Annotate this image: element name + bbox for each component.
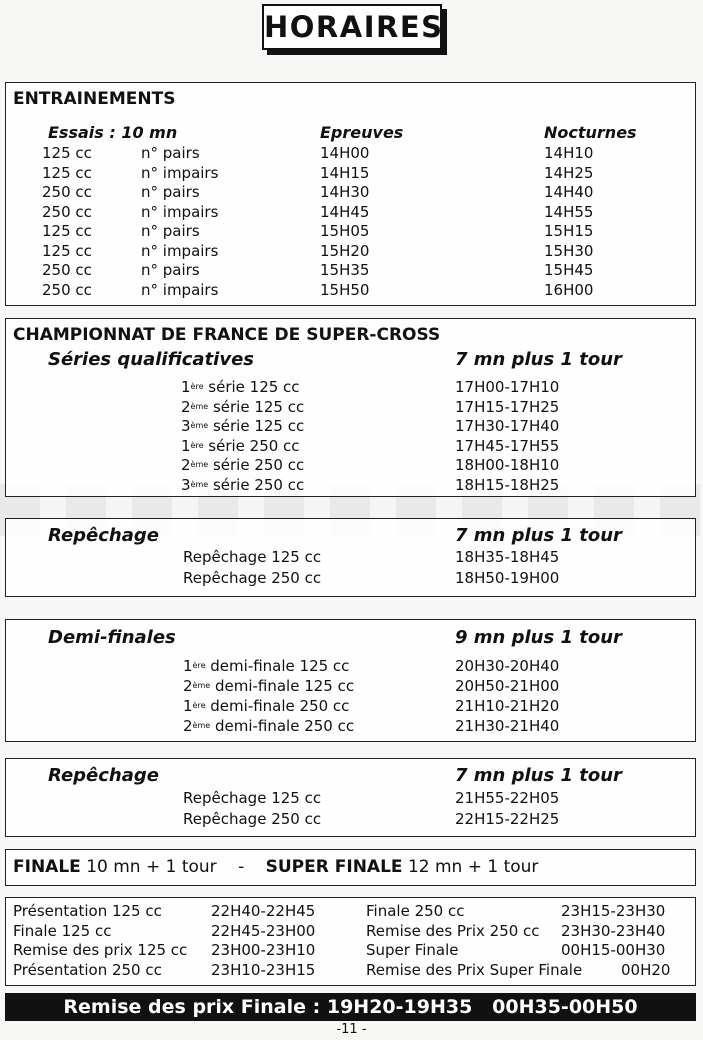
epreuves-time: 15H20 <box>320 241 370 260</box>
nocturnes-time: 14H10 <box>544 144 594 162</box>
prize-banner-text: Remise des prix Finale : 19H20-19H35 00H35-00H50 <box>63 996 638 1018</box>
epreuves-time: 15H35 <box>320 261 370 279</box>
finale-duration: 10 mn + 1 tour <box>86 857 217 877</box>
repechage-heading-2: Repêchage <box>48 765 159 786</box>
super-finale-duration: 12 mn + 1 tour <box>407 857 539 877</box>
entrainements-heading: ENTRAINEMENTS <box>13 89 176 109</box>
repechage-duration-2: 7 mn plus 1 tour <box>455 765 622 786</box>
group-cell: n° pairs <box>141 183 200 201</box>
time-cell: 18H00-18H10 <box>455 456 560 474</box>
row-label: 3ème série 125 cc <box>181 417 305 435</box>
page-title: HORAIRES <box>264 10 444 44</box>
nocturnes-time: 16H00 <box>544 280 594 299</box>
epreuves-time: 15H05 <box>320 222 370 240</box>
nocturnes-time: 14H25 <box>544 163 594 182</box>
time-cell: 18H35-18H45 <box>455 548 560 566</box>
row-label: Repêchage 250 cc <box>183 810 322 828</box>
row-label: Repêchage 250 cc <box>183 569 322 587</box>
series-heading: Séries qualificatives <box>48 349 255 370</box>
finale-right-time: 00H15-00H30 <box>561 941 666 959</box>
finale-right-label: Super Finale <box>366 941 459 959</box>
finale-left-time: 23H10-23H15 <box>211 960 316 979</box>
time-cell: 18H50-19H00 <box>455 569 560 587</box>
series-duration: 7 mn plus 1 tour <box>455 349 622 370</box>
time-cell: 17H15-17H25 <box>455 397 560 416</box>
finale-left-label: Remise des prix 125 cc <box>13 941 188 959</box>
time-cell: 17H45-17H55 <box>455 436 560 455</box>
time-cell: 21H10-21H20 <box>455 697 560 715</box>
row-label: 1ère série 250 cc <box>181 436 300 455</box>
demi-finales-duration: 9 mn plus 1 tour <box>455 627 622 648</box>
row-label: Repêchage 125 cc <box>183 789 322 807</box>
demi-finales-heading: Demi-finales <box>48 627 176 648</box>
repechage-section-2 <box>5 758 696 837</box>
row-label: 1ère demi-finale 250 cc <box>183 697 350 715</box>
finale-left-label: Finale 125 cc <box>13 921 112 940</box>
entrainements-section <box>5 82 696 306</box>
time-cell: 20H30-20H40 <box>455 657 560 675</box>
time-cell: 20H50-21H00 <box>455 677 560 695</box>
row-label: 3ème série 250 cc <box>181 475 305 494</box>
group-cell: n° pairs <box>141 261 200 279</box>
cc-cell: 125 cc <box>42 163 92 182</box>
time-cell: 18H15-18H25 <box>455 475 560 494</box>
row-label: Repêchage 125 cc <box>183 548 322 566</box>
row-label: 1ère demi-finale 125 cc <box>183 657 350 675</box>
finale-right-label: Remise des Prix 250 cc <box>366 921 540 940</box>
finale-label: FINALE <box>13 857 81 877</box>
epreuves-column-header: Epreuves <box>320 123 404 142</box>
finale-right-time: 23H30-23H40 <box>561 921 666 940</box>
epreuves-time: 14H45 <box>320 202 370 221</box>
row-label: 2ème demi-finale 250 cc <box>183 717 355 735</box>
epreuves-time: 15H50 <box>320 280 370 299</box>
row-label: 1ère série 125 cc <box>181 378 300 396</box>
repechage-duration-1: 7 mn plus 1 tour <box>455 525 622 546</box>
epreuves-time: 14H15 <box>320 163 370 182</box>
page-title-box <box>262 4 442 50</box>
cc-cell: 250 cc <box>42 280 92 299</box>
finale-left-time: 22H40-22H45 <box>211 902 316 920</box>
championnat-heading: CHAMPIONNAT DE FRANCE DE SUPER-CROSS <box>13 325 441 345</box>
finale-bar <box>5 849 696 886</box>
finale-bar-text <box>13 857 538 877</box>
row-label: 2ème demi-finale 125 cc <box>183 677 355 695</box>
time-cell: 17H00-17H10 <box>455 378 560 396</box>
championnat-section <box>5 318 696 497</box>
group-cell: n° pairs <box>141 222 200 240</box>
cc-cell: 250 cc <box>42 261 92 279</box>
demi-finales-section <box>5 619 696 742</box>
cc-cell: 125 cc <box>42 222 92 240</box>
row-label: 2ème série 250 cc <box>181 456 305 474</box>
group-cell: n° impairs <box>141 163 219 182</box>
nocturnes-column-header: Nocturnes <box>544 123 637 142</box>
finale-left-time: 22H45-23H00 <box>211 921 316 940</box>
nocturnes-time: 15H45 <box>544 261 594 279</box>
finale-right-time: 23H15-23H30 <box>561 902 666 920</box>
finale-right-label: Remise des Prix Super Finale <box>366 960 583 979</box>
row-label: 2ème série 125 cc <box>181 397 305 416</box>
group-cell: n° impairs <box>141 241 219 260</box>
time-cell: 21H55-22H05 <box>455 789 560 807</box>
cc-cell: 125 cc <box>42 144 92 162</box>
essais-column-header: Essais : 10 mn <box>48 123 178 142</box>
finale-separator: - <box>238 857 245 877</box>
time-cell: 22H15-22H25 <box>455 810 560 828</box>
finale-right-label: Finale 250 cc <box>366 902 465 920</box>
cc-cell: 250 cc <box>42 183 92 201</box>
finale-left-time: 23H00-23H10 <box>211 941 316 959</box>
group-cell: n° impairs <box>141 202 219 221</box>
epreuves-time: 14H00 <box>320 144 370 162</box>
prize-banner <box>5 993 696 1021</box>
finale-left-label: Présentation 125 cc <box>13 902 162 920</box>
finale-left-label: Présentation 250 cc <box>13 960 162 979</box>
super-finale-label: SUPER FINALE <box>265 857 403 877</box>
epreuves-time: 14H30 <box>320 183 370 201</box>
nocturnes-time: 14H55 <box>544 202 594 221</box>
finale-schedule-table <box>5 897 696 986</box>
time-cell: 21H30-21H40 <box>455 717 560 735</box>
page-number: -11 - <box>336 1022 367 1037</box>
finale-right-time: 00H20 <box>621 960 671 979</box>
group-cell: n° impairs <box>141 280 219 299</box>
time-cell: 17H30-17H40 <box>455 417 560 435</box>
cc-cell: 250 cc <box>42 202 92 221</box>
repechage-section-1 <box>5 518 696 597</box>
cc-cell: 125 cc <box>42 241 92 260</box>
nocturnes-time: 14H40 <box>544 183 594 201</box>
group-cell: n° pairs <box>141 144 200 162</box>
nocturnes-time: 15H15 <box>544 222 594 240</box>
nocturnes-time: 15H30 <box>544 241 594 260</box>
repechage-heading-1: Repêchage <box>48 525 159 546</box>
